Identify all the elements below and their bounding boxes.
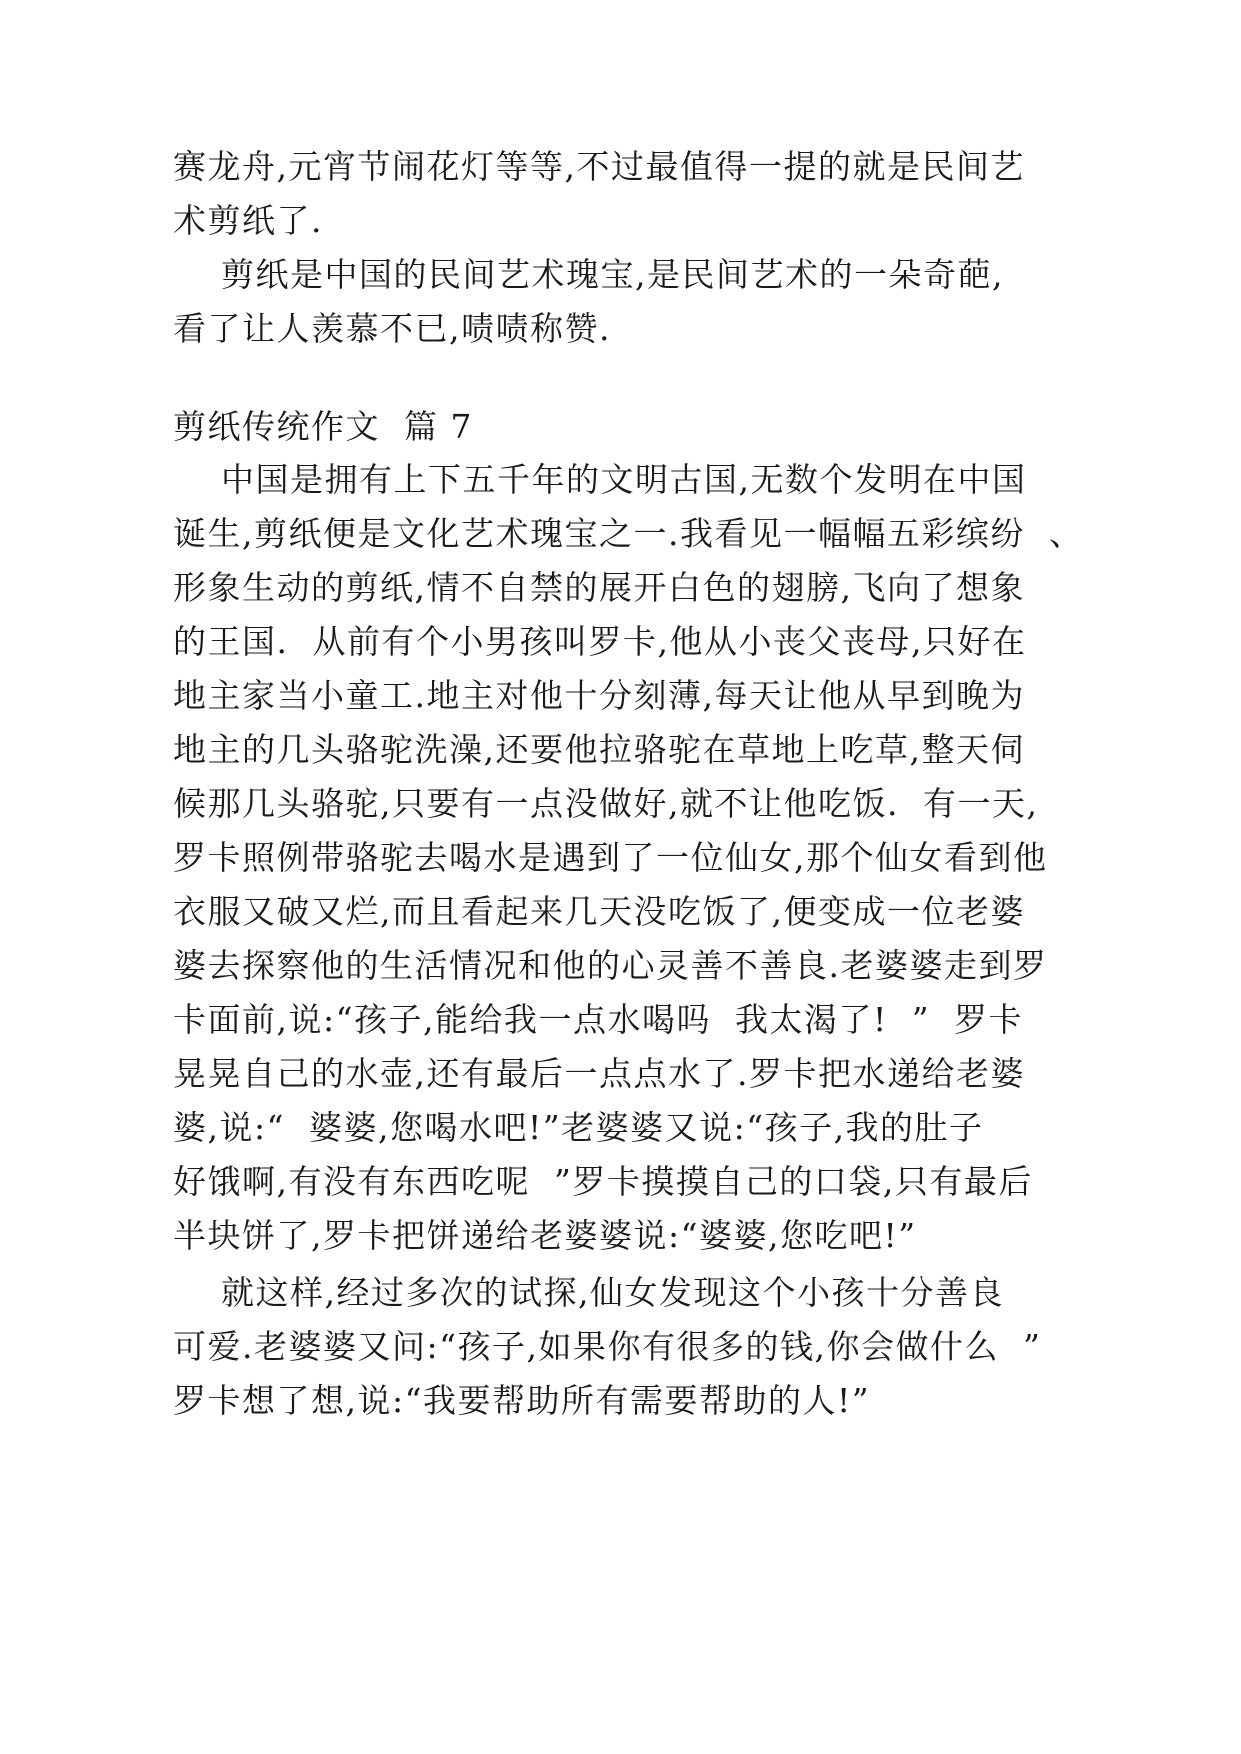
text-line: 地主的几头骆驼洗澡,还要他拉骆驼在草地上吃草,整天伺	[173, 730, 1025, 769]
text-line: 好饿啊,有没有东西吃呢 ”罗卡摸摸自己的口袋,只有最后	[173, 1162, 1033, 1201]
text-line: 术剪纸了.	[173, 201, 323, 240]
text-line: 婆,说:“ 婆婆,您喝水吧!”老婆婆又说:“孩子,我的肚子	[173, 1108, 984, 1147]
text-line: 可爱.老婆婆又问:“孩子,如果你有很多的钱,你会做什么 ”	[173, 1327, 1042, 1366]
text-line: 候那几头骆驼,只要有一点没做好,就不让他吃饭. 有一天,	[173, 784, 1039, 823]
text-line: 晃晃自己的水壶,还有最后一点点水了.罗卡把水递给老婆	[173, 1054, 1025, 1093]
text-line: 地主家当小童工.地主对他十分刻薄,每天让他从早到晚为	[173, 676, 1025, 715]
text-line: 赛龙舟,元宵节闹花灯等等,不过最值得一提的就是民间艺	[173, 147, 1025, 186]
text-line: 罗卡照例带骆驼去喝水是遇到了一位仙女,那个仙女看到他	[173, 838, 1048, 877]
text-line: 诞生,剪纸便是文化艺术瑰宝之一.我看见一幅幅五彩缤纷 、	[173, 514, 1084, 553]
text-line: 衣服又破又烂,而且看起来几天没吃饭了,便变成一位老婆	[173, 892, 1025, 931]
text-line: 卡面前,说:“孩子,能给我一点水喝吗 我太渴了! ” 罗卡	[173, 1000, 1024, 1039]
text-line: 的王国. 从前有个小男孩叫罗卡,他从小丧父丧母,只好在	[173, 622, 1027, 661]
text-line: 看了让人羡慕不已,啧啧称赞.	[173, 309, 611, 348]
text-line: 婆去探察他的生活情况和他的心灵善不善良.老婆婆走到罗	[173, 946, 1048, 985]
text-line: 罗卡想了想,说:“我要帮助所有需要帮助的人!”	[173, 1381, 871, 1420]
heading-text: 剪纸传统作文 篇 7	[173, 407, 473, 446]
text-line: 形象生动的剪纸,情不自禁的展开白色的翅膀,飞向了想象	[173, 568, 1025, 607]
text-line: 半块饼了,罗卡把饼递给老婆婆说:“婆婆,您吃吧!”	[173, 1216, 917, 1255]
text-line: 中国是拥有上下五千年的文明古国,无数个发明在中国	[173, 460, 1027, 499]
text-line: 就这样,经过多次的试探,仙女发现这个小孩十分善良	[173, 1273, 1004, 1312]
text-line: 剪纸是中国的民间艺术瑰宝,是民间艺术的一朵奇葩,	[173, 255, 1004, 294]
